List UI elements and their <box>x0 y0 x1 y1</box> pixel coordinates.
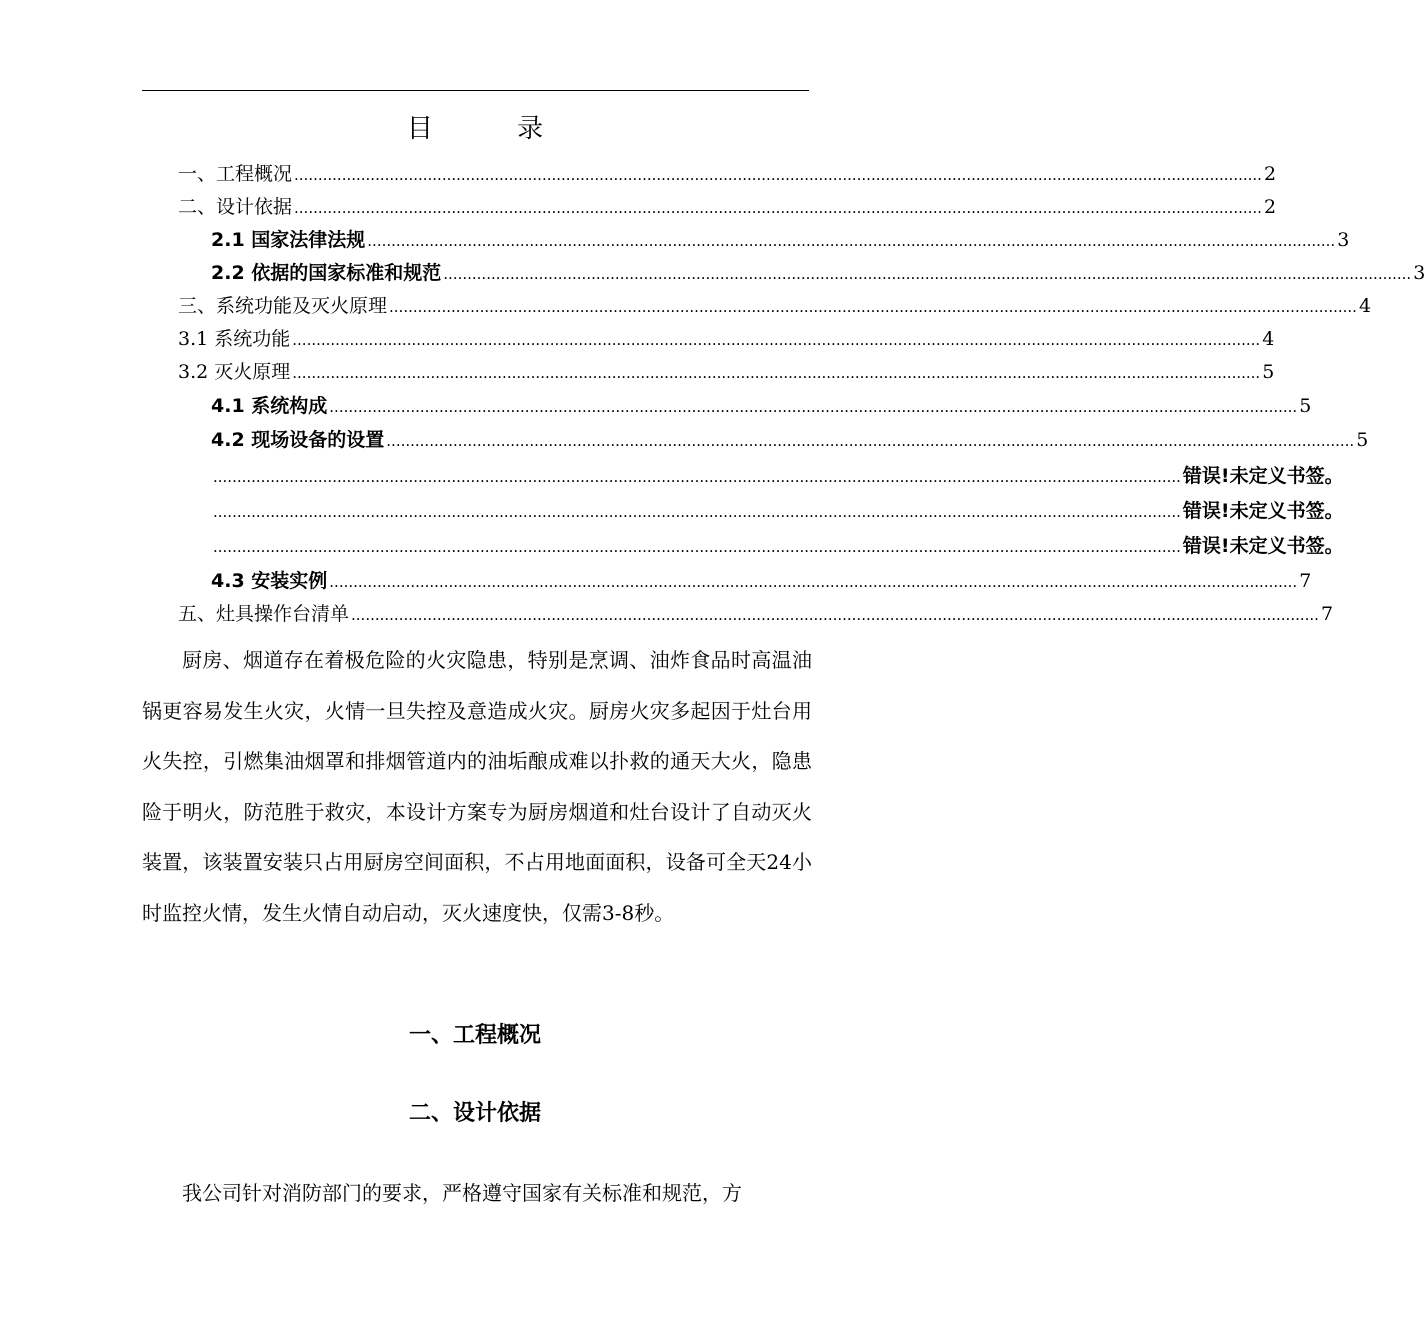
toc-entry-page: 2 <box>1263 163 1277 185</box>
toc-entry-stove-list[interactable] <box>178 598 1334 631</box>
dot-leader: ........................................................................................................................................................................................................... <box>292 364 1261 382</box>
toc-entry-extinguishing-principle[interactable] <box>178 356 1275 389</box>
dot-leader: ........................................................................................................................................................................................................... <box>294 199 1262 217</box>
toc-entry-label: 3.2 灭火原理 <box>178 361 291 383</box>
design-basis-paragraph: 我公司针对消防部门的要求，严格遵守国家有关标准和规范，方 <box>182 1181 742 1205</box>
dot-leader: ........................................................................................................................................................................................................... <box>294 166 1262 184</box>
dot-leader: ........................................................................................................................................................................................................... <box>292 331 1261 349</box>
dot-leader: ........................................................................................................................................................................................................... <box>443 265 1412 283</box>
section-heading-project-overview: 一、工程概况 <box>408 1023 541 1048</box>
toc-entry-error: 错误!未定义书签。 <box>1182 500 1344 522</box>
intro-paragraph: 厨房、烟道存在着极危险的火灾隐患，特别是烹调、油炸食品时高温油锅更容易发生火灾，火情一旦失控及意造成火灾。厨房火灾多起因于灶台用火失控，引燃集油烟罩和排烟管道内的油垢酿成难以扑救的通天大火，隐患险于明火，防范胜于救灾，本设计方案专为厨房烟道和灶台设计了自动灭火装置，该装置安装只占用厨房空间面积，不占用地面面积，设备可全天24小时监控火情，发生火情自动启动，灭火速度快，仅需3-8秒。 <box>142 648 812 925</box>
toc-entry-page: 5 <box>1262 361 1275 383</box>
toc-entry-page: 7 <box>1320 603 1334 625</box>
toc-entry-label: 4.3 安装实例 <box>211 570 328 592</box>
toc-entry-page: 3 <box>1413 262 1425 284</box>
toc-entry-label: 4.2 现场设备的设置 <box>211 429 385 451</box>
toc-entry-design-basis[interactable] <box>178 191 1277 224</box>
toc-entry-page: 3 <box>1337 229 1350 251</box>
section-heading-design-basis: 二、设计依据 <box>408 1101 541 1126</box>
toc-entry-page: 7 <box>1299 570 1312 592</box>
toc-entry-bookmark-error[interactable] <box>211 530 1344 563</box>
dot-leader: ........................................................................................................................................................................................................... <box>329 398 1298 416</box>
toc-entry-page: 5 <box>1356 429 1369 451</box>
toc-entry-page: 4 <box>1358 295 1372 317</box>
toc-entry-laws[interactable] <box>211 224 1350 257</box>
dot-leader: ........................................................................................................................................................................................................... <box>351 606 1319 624</box>
toc-entry-standards[interactable] <box>211 257 1425 290</box>
dot-leader: ........................................................................................................................................................................................................... <box>367 232 1336 250</box>
toc-entry-installation-example[interactable] <box>211 565 1312 598</box>
dot-leader: ........................................................................................................................................................................................................... <box>329 573 1298 591</box>
toc-entry-bookmark-error[interactable] <box>211 460 1344 493</box>
toc-entry-label: 一、工程概况 <box>178 163 293 185</box>
dot-leader: ........................................................................................................................................................................................................... <box>213 538 1181 556</box>
dot-leader: ........................................................................................................................................................................................................... <box>389 298 1357 316</box>
toc-entry-label: 4.1 系统构成 <box>211 395 328 417</box>
toc-entry-label: 二、设计依据 <box>178 196 293 218</box>
dot-leader: ........................................................................................................................................................................................................... <box>213 503 1181 521</box>
toc-entry-system-composition[interactable] <box>211 390 1312 423</box>
dot-leader: ........................................................................................................................................................................................................... <box>213 468 1181 486</box>
toc-entry-page: 4 <box>1262 328 1275 350</box>
toc-entry-project-overview[interactable] <box>178 158 1277 191</box>
toc-entry-page: 2 <box>1263 196 1277 218</box>
toc-entry-label: 3.1 系统功能 <box>178 328 291 350</box>
toc-entry-label: 五、灶具操作台清单 <box>178 603 350 625</box>
toc-title: 目 录 <box>406 114 582 144</box>
toc-entry-bookmark-error[interactable] <box>211 495 1344 528</box>
toc-entry-label: 2.1 国家法律法规 <box>211 229 366 251</box>
header-rule <box>142 90 809 91</box>
toc-entry-onsite-equipment[interactable] <box>211 424 1369 457</box>
toc-entry-label: 三、系统功能及灭火原理 <box>178 295 388 317</box>
toc-entry-system-function[interactable] <box>178 323 1275 356</box>
toc-entry-label: 2.2 依据的国家标准和规范 <box>211 262 442 284</box>
toc-entry-system-function-principle[interactable] <box>178 290 1372 323</box>
toc-entry-error: 错误!未定义书签。 <box>1182 465 1344 487</box>
toc-entry-page: 5 <box>1299 395 1312 417</box>
toc-entry-error: 错误!未定义书签。 <box>1182 535 1344 557</box>
dot-leader: ........................................................................................................................................................................................................... <box>386 432 1355 450</box>
